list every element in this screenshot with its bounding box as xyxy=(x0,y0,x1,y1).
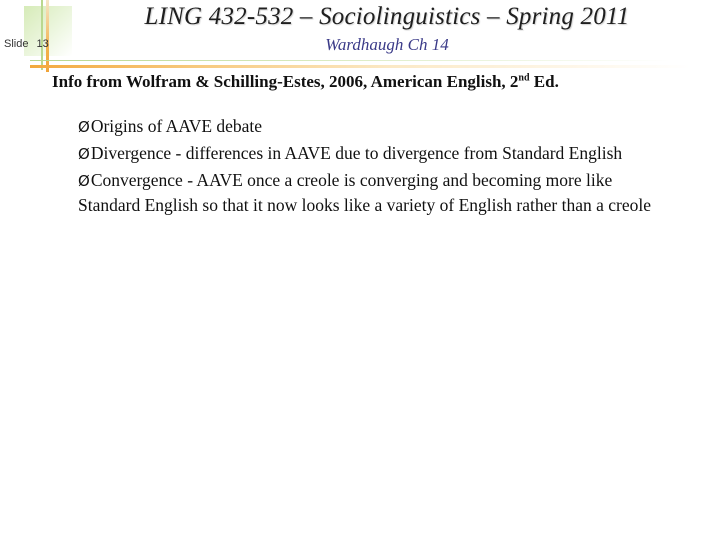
decorative-horizontal-line-green xyxy=(30,60,670,61)
bullet-arrow-icon: Ø xyxy=(78,145,90,163)
slide-subtitle: Wardhaugh Ch 14 xyxy=(325,35,449,54)
bullet-text: Convergence - AAVE once a creole is converging and becoming more like Standard English so that it now looks like a variety of English rather than a creole xyxy=(78,170,651,215)
source-citation-text: Info from Wolfram & Schilling-Estes, 2006, American English, 2 xyxy=(52,72,519,91)
bullet-arrow-icon: Ø xyxy=(78,118,90,136)
bullet-text: Origins of AAVE debate xyxy=(90,116,263,136)
slide-number-label: Slide xyxy=(4,38,29,50)
slide-number-value: 13 xyxy=(36,38,49,50)
bullet-item xyxy=(78,141,678,166)
source-citation-superscript: nd xyxy=(518,72,530,84)
bullet-item xyxy=(78,168,678,217)
slide-title: LING 432-532 – Sociolinguistics – Spring 2011 xyxy=(144,3,630,30)
bullet-arrow-icon: Ø xyxy=(78,172,90,190)
source-citation xyxy=(52,72,692,92)
bullet-text: Divergence - differences in AAVE due to divergence from Standard English xyxy=(90,143,623,163)
bullet-item xyxy=(78,114,678,139)
decorative-horizontal-line-orange xyxy=(30,65,690,68)
source-citation-suffix: Ed. xyxy=(529,72,559,91)
bullet-list xyxy=(78,114,678,219)
